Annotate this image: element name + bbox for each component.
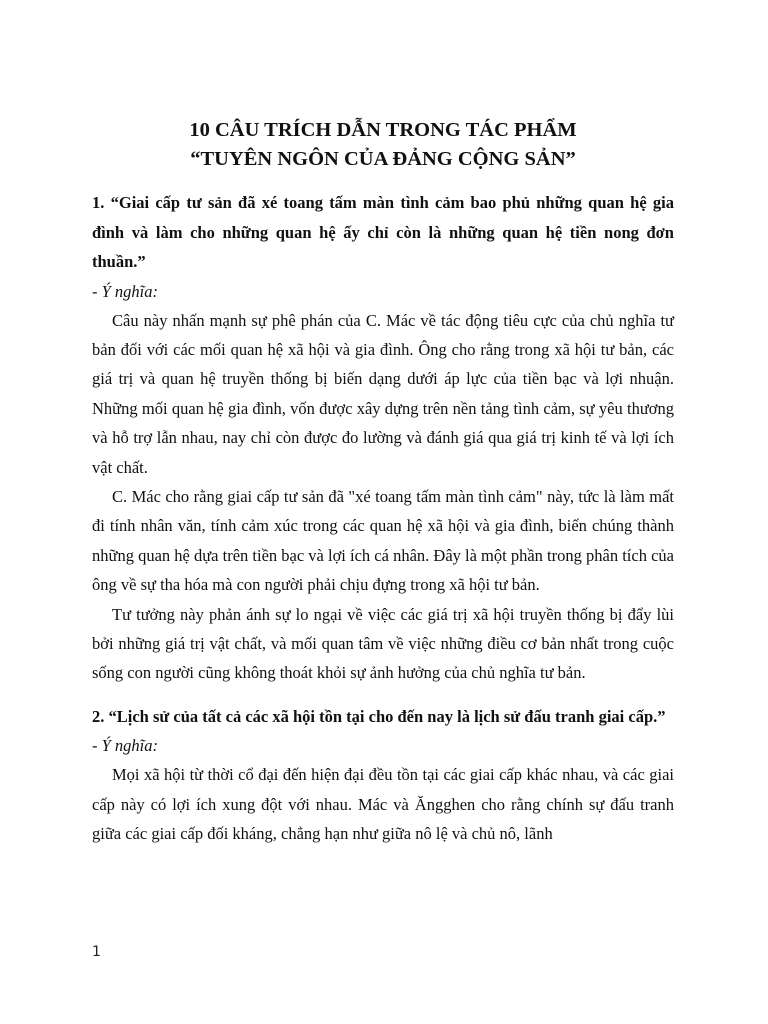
paragraph: Tư tưởng này phản ánh sự lo ngại về việc các giá trị xã hội truyền thống bị đẩy lùi bởi những giá trị vật chất, và mối quan tâm về việc những điều cơ bản nhất trong cuộc sống con người cũng không thoát khỏi sự ảnh hưởng của chủ nghĩa tư bản. (92, 604, 674, 683)
page-number: 1 (92, 944, 101, 960)
quote-2: 2. “Lịch sử của tất cả các xã hội tồn tại cho đến nay là lịch sử đấu tranh giai cấp.” (92, 706, 666, 726)
paragraph: C. Mác cho rằng giai cấp tư sản đã "xé toang tấm màn tình cảm" này, tức là làm mất đi tính nhân văn, tính cảm xúc trong các quan hệ xã hội và gia đình, biến chúng thành những quan hệ dựa trên tiền bạc và lợi ích cá nhân. Đây là một phần trong phân tích của ông về sự tha hóa mà con người phải chịu đựng trong xã hội tư bản. (92, 486, 674, 595)
quote-1: 1. “Giai cấp tư sản đã xé toang tấm màn tình cảm bao phủ những quan hệ gia đình và làm cho những quan hệ ấy chỉ còn là những quan hệ tiền nong đơn thuần.” (92, 193, 674, 271)
title-line-1: 10 CÂU TRÍCH DẪN TRONG TÁC PHẨM (189, 119, 577, 141)
meaning-label-2: - Ý nghĩa: (92, 736, 158, 756)
paragraph: Mọi xã hội từ thời cổ đại đến hiện đại đều tồn tại các giai cấp khác nhau, và các giai cấp này có lợi ích xung đột với nhau. Mác và Ăngghen cho rằng chính sự đấu tranh giữa các giai cấp đối kháng, chẳng hạn như giữa nô lệ và chủ nô, lãnh (92, 765, 674, 844)
document-title (92, 116, 674, 174)
section-1 (92, 188, 674, 688)
section-2 (92, 702, 674, 849)
document-page (92, 116, 674, 849)
paragraph: Câu này nhấn mạnh sự phê phán của C. Mác về tác động tiêu cực của chủ nghĩa tư bản đối với các mối quan hệ xã hội và gia đình. Ông cho rằng trong xã hội tư bản, các giá trị và quan hệ truyền thống bị biến dạng dưới áp lực của tiền bạc và lợi nhuận. Những mối quan hệ gia đình, vốn được xây dựng trên nền tảng tình cảm, sự yêu thương và hỗ trợ lẫn nhau, nay chỉ còn được đo lường và đánh giá qua giá trị kinh tế và lợi ích vật chất. (92, 310, 674, 477)
meaning-label-1: - Ý nghĩa: (92, 281, 158, 301)
section-spacer (92, 688, 674, 702)
title-line-2: “TUYÊN NGÔN CỦA ĐẢNG CỘNG SẢN” (190, 148, 576, 170)
